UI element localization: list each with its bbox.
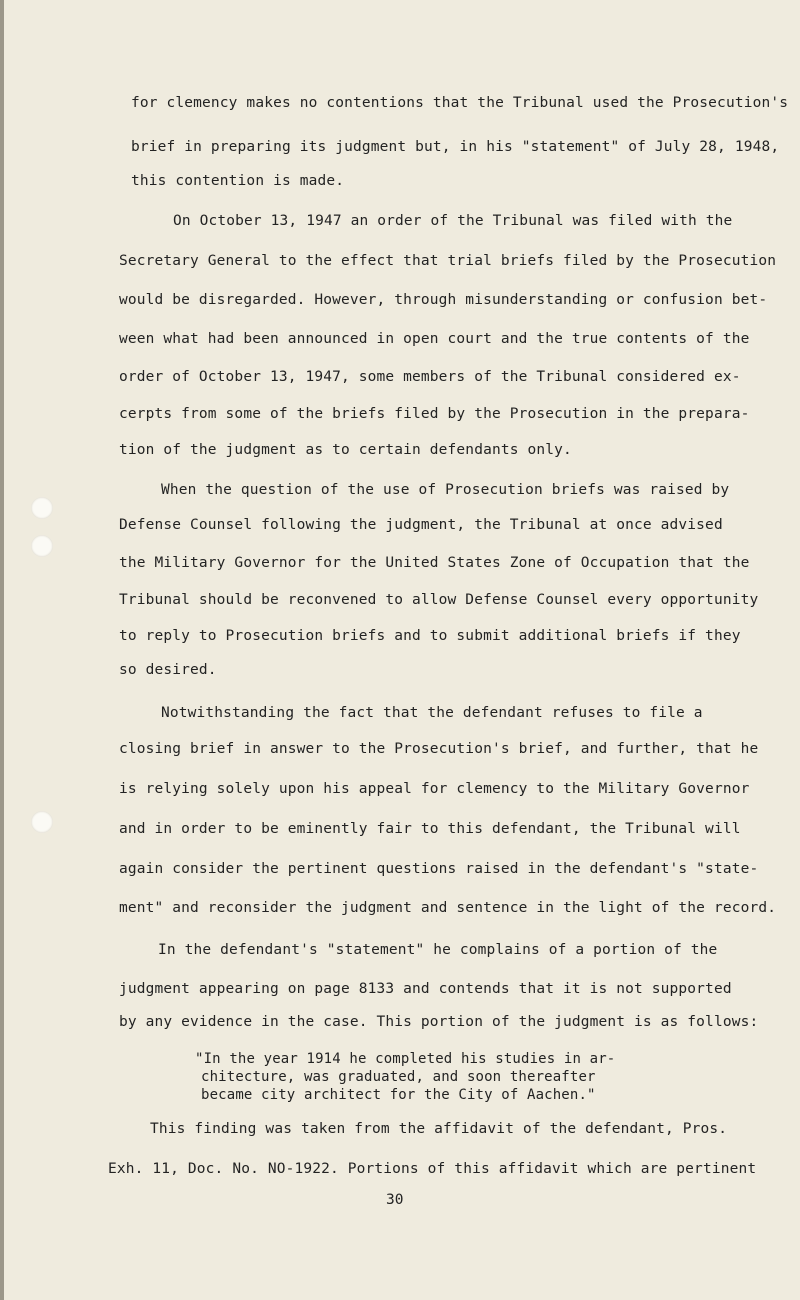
quote-line: became city architect for the City of Aachen."	[201, 1087, 596, 1103]
text-line: Secretary General to the effect that trial briefs filed by the Prosecution	[119, 253, 777, 269]
text-line: When the question of the use of Prosecution briefs was raised by	[161, 482, 730, 498]
text-line: tion of the judgment as to certain defendants only.	[119, 442, 572, 458]
text-line: so desired.	[119, 662, 217, 678]
text-line: is relying solely upon his appeal for clemency to the Military Governor	[119, 781, 750, 797]
text-line: ween what had been announced in open court and the true contents of the	[119, 331, 750, 347]
quote-line: "In the year 1914 he completed his studies in ar-	[195, 1051, 616, 1067]
text-line: by any evidence in the case. This portion of the judgment is as follows:	[119, 1014, 759, 1030]
text-line: to reply to Prosecution briefs and to submit additional briefs if they	[119, 628, 741, 644]
text-line: closing brief in answer to the Prosecution's brief, and further, that he	[119, 741, 759, 757]
text-line: would be disregarded. However, through misunderstanding or confusion bet-	[119, 292, 768, 308]
text-line: Exh. 11, Doc. No. NO-1922. Portions of this affidavit which are pertinent	[108, 1161, 757, 1177]
text-line: This finding was taken from the affidavit of the defendant, Pros.	[150, 1121, 728, 1137]
text-line: In the defendant's "statement" he complains of a portion of the	[158, 942, 718, 958]
text-line: and in order to be eminently fair to this defendant, the Tribunal will	[119, 821, 741, 837]
page-number: 30	[386, 1192, 404, 1208]
text-line: judgment appearing on page 8133 and contends that it is not supported	[119, 981, 732, 997]
text-line: cerpts from some of the briefs filed by the Prosecution in the prepara-	[119, 406, 750, 422]
text-line: this contention is made.	[131, 173, 345, 189]
text-line: brief in preparing its judgment but, in his "statement" of July 28, 1948,	[131, 139, 780, 155]
text-line: for clemency makes no contentions that the Tribunal used the Prosecution's	[131, 95, 789, 111]
punch-hole	[31, 535, 53, 557]
text-line: order of October 13, 1947, some members of the Tribunal considered ex-	[119, 369, 741, 385]
text-line: the Military Governor for the United States Zone of Occupation that the	[119, 555, 750, 571]
text-line: On October 13, 1947 an order of the Tribunal was filed with the	[173, 213, 733, 229]
quote-line: chitecture, was graduated, and soon thereafter	[201, 1069, 596, 1085]
text-line: Tribunal should be reconvened to allow Defense Counsel every opportunity	[119, 592, 759, 608]
page-edge	[0, 0, 4, 1300]
text-line: ment" and reconsider the judgment and sentence in the light of the record.	[119, 900, 777, 916]
text-line: again consider the pertinent questions raised in the defendant's "state-	[119, 861, 759, 877]
text-line: Notwithstanding the fact that the defendant refuses to file a	[161, 705, 703, 721]
punch-hole	[31, 811, 53, 833]
punch-hole	[31, 497, 53, 519]
text-line: Defense Counsel following the judgment, the Tribunal at once advised	[119, 517, 723, 533]
